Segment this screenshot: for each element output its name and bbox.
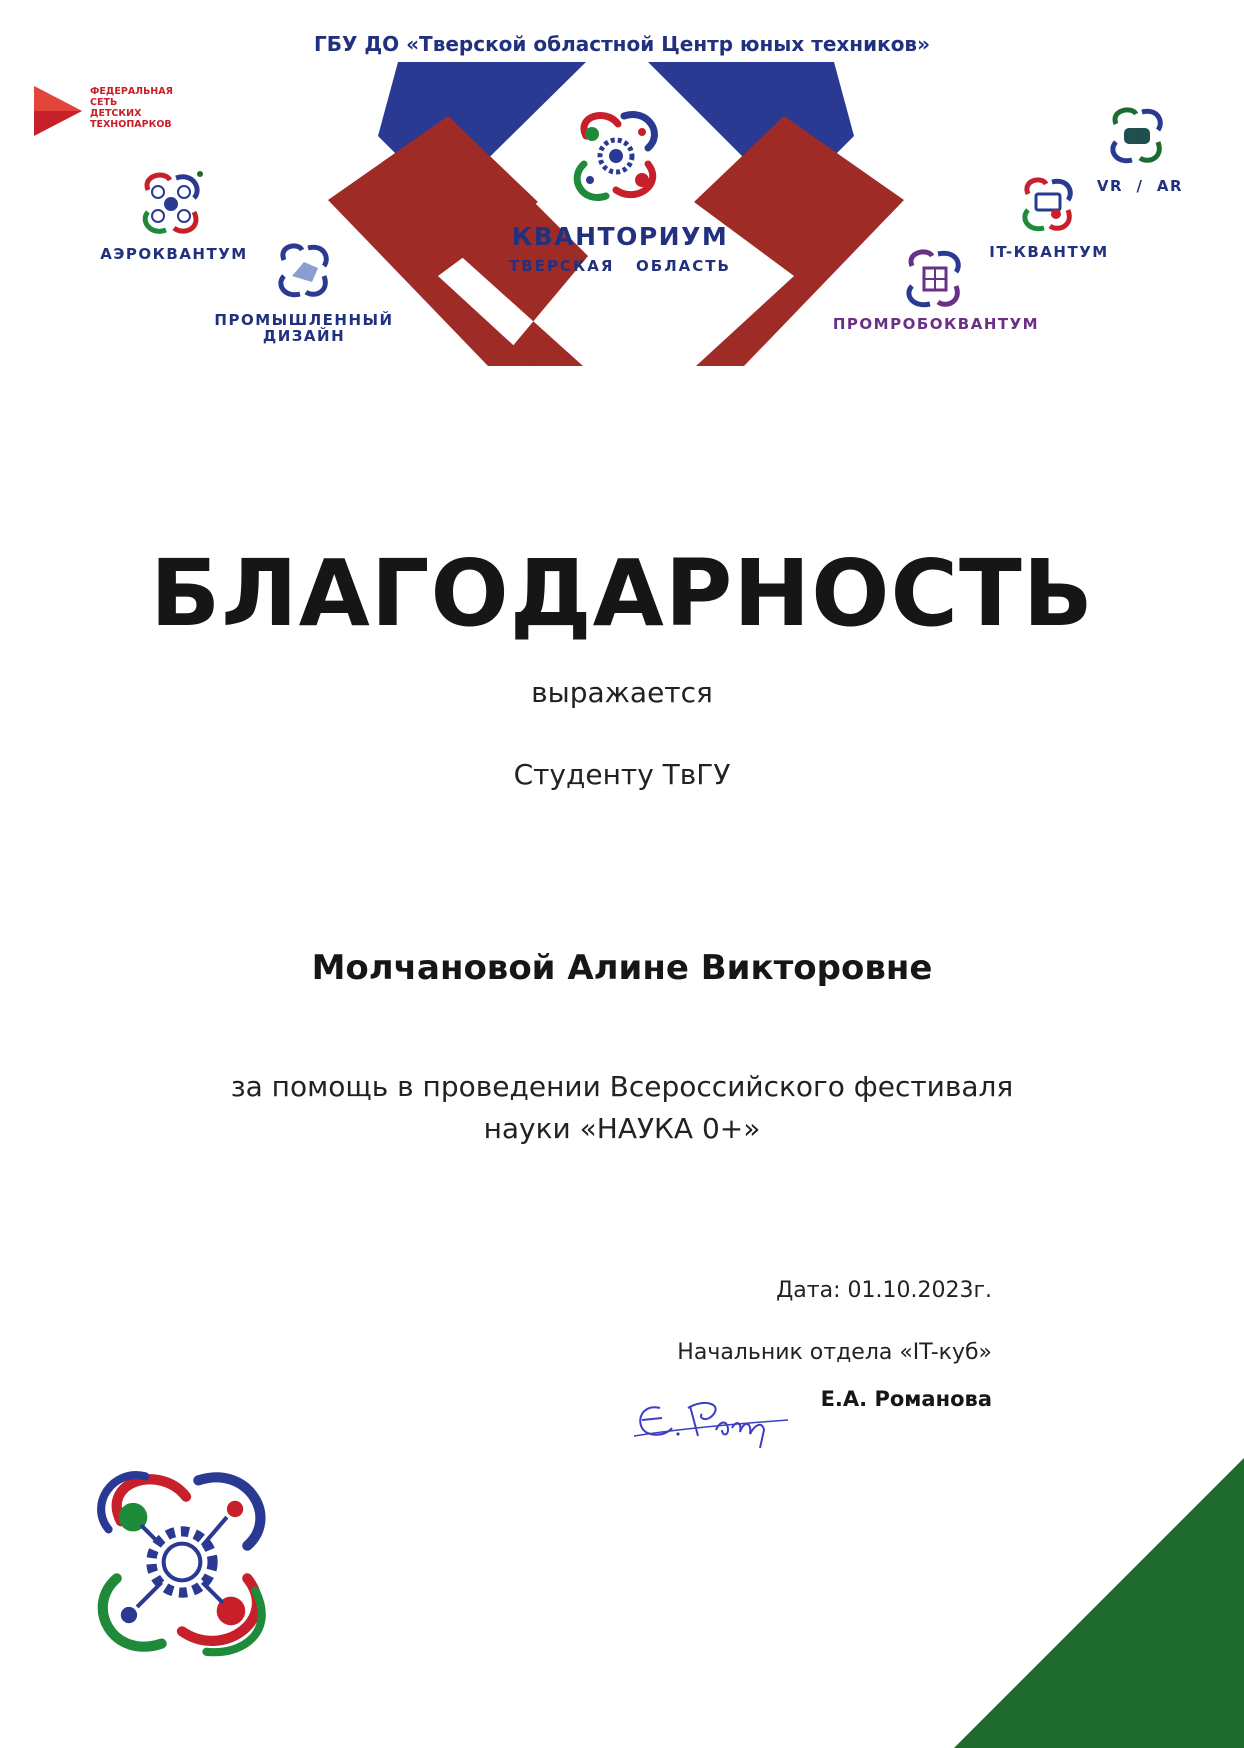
federal-network-triangle-icon xyxy=(34,86,82,136)
organization-name: ГБУ ДО «Тверской областной Центр юных техников» xyxy=(313,32,931,56)
document-title: БЛАГОДАРНОСТЬ xyxy=(150,540,1094,647)
kvantorium-logo-icon xyxy=(566,106,666,206)
kvantorium-wordmark xyxy=(490,222,750,275)
recipient-role: Студенту ТвГУ xyxy=(513,758,731,791)
vr-ar-quantum-icon xyxy=(1106,106,1168,166)
aero-quantum-label: АЭРОКВАНТУМ xyxy=(100,245,248,263)
aero-quantum-icon xyxy=(136,170,208,240)
it-quantum-label: IT-КВАНТУМ xyxy=(989,243,1109,261)
vr-ar-quantum-label: VR / AR xyxy=(1096,177,1184,195)
document-date: Дата: 01.10.2023г. xyxy=(776,1278,992,1303)
reason-line-1: за помощь в проведении Всероссийского фестиваля xyxy=(230,1070,1014,1103)
federal-network-logo xyxy=(34,86,214,136)
federal-network-text: ФЕДЕРАЛЬНАЯ СЕТЬ ДЕТСКИХ ТЕХНОПАРКОВ xyxy=(90,86,173,130)
promrobo-quantum-label: ПРОМРОБОКВАНТУМ xyxy=(832,315,1040,333)
expressed-text: выражается xyxy=(531,676,713,709)
signer-position: Начальник отдела «IT-куб» xyxy=(677,1340,992,1365)
recipient-name: Молчановой Алине Викторовне xyxy=(311,948,933,988)
promrobo-quantum-icon xyxy=(902,248,966,310)
signature-image xyxy=(632,1390,792,1450)
industrial-design-quantum-icon xyxy=(274,242,334,300)
it-quantum-icon xyxy=(1018,176,1078,234)
signer-name: Е.А. Романова xyxy=(820,1387,992,1411)
reason-text xyxy=(0,1066,1244,1150)
kvantorium-subtitle: ТВЕРСКАЯ ОБЛАСТЬ xyxy=(509,257,731,275)
green-corner-decoration xyxy=(954,1458,1244,1748)
reason-line-2: науки «НАУКА 0+» xyxy=(483,1112,761,1145)
industrial-design-quantum-label: ПРОМЫШЛЕННЫЙ ДИЗАЙН xyxy=(214,311,394,345)
kvantorium-large-logo-icon xyxy=(80,1460,284,1664)
kvantorium-title: КВАНТОРИУМ xyxy=(511,222,729,251)
